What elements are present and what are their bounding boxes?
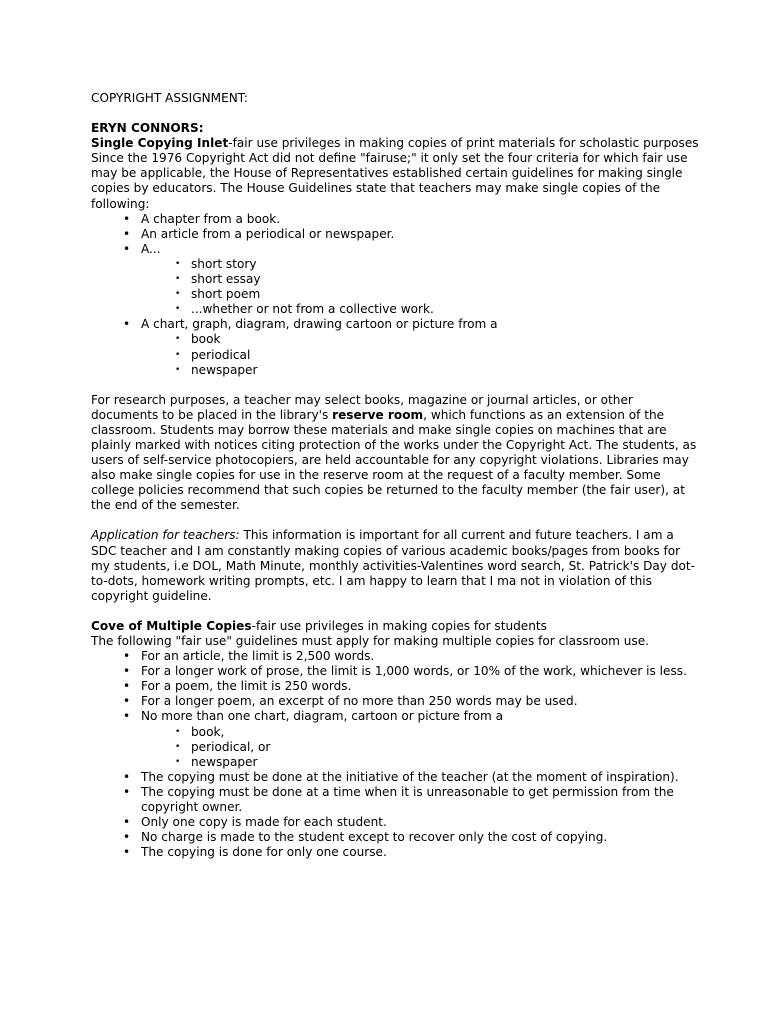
bullet-icon: •: [123, 815, 131, 830]
document-title: COPYRIGHT ASSIGNMENT:: [91, 91, 248, 105]
bullet-icon: •: [123, 317, 131, 332]
list-item: [91, 830, 701, 845]
bullet-icon: •: [123, 694, 131, 709]
list-item-text: For an article, the limit is 2,500 words.: [141, 649, 375, 664]
sub-list-item-text: book,: [191, 724, 225, 739]
list-item: [91, 815, 701, 830]
list-item: [91, 770, 701, 785]
sub-list-item-text: short poem: [191, 287, 261, 302]
sub-list-item: [91, 332, 701, 347]
bullet-icon: •: [123, 649, 131, 664]
bullet-icon: •: [123, 679, 131, 694]
list-item: [91, 227, 701, 242]
multiple-copies-intro: The following "fair use" guidelines must apply for making multiple copies for classroom use.: [91, 634, 650, 648]
sub-list-item: [91, 755, 701, 770]
sub-list-item: [91, 725, 701, 740]
sub-list-item-text: short story: [191, 256, 257, 271]
single-copying-heading-rest: -fair use privileges in making copies of print materials for scholastic purposes: [228, 136, 699, 151]
research-paragraph: [91, 393, 701, 514]
list-item: [91, 664, 701, 679]
multiple-copies-list: [91, 649, 701, 860]
multiple-copies-heading-bold: Cove of Multiple Copies: [91, 618, 252, 633]
bullet-icon: •: [123, 664, 131, 679]
small-bullet-icon: •: [175, 364, 181, 375]
bullet-icon: •: [123, 845, 131, 860]
single-copying-heading: [91, 136, 701, 151]
bullet-icon: •: [123, 226, 131, 241]
sub-list: [91, 725, 701, 770]
list-item-text: A...: [141, 241, 161, 256]
bullet-icon: •: [123, 830, 131, 845]
list-item: [91, 317, 701, 332]
list-item: [91, 845, 701, 860]
list-item: [91, 694, 701, 709]
application-paragraph: [91, 528, 701, 603]
sub-list-item-text: ...whether or not from a collective work.: [191, 302, 434, 317]
multiple-copies-heading-rest: -fair use privileges in making copies for students: [251, 618, 547, 633]
list-item-text: For a longer poem, an excerpt of no more than 250 words may be used.: [141, 694, 578, 709]
list-item: [91, 649, 701, 664]
small-bullet-icon: •: [175, 334, 181, 345]
small-bullet-icon: •: [175, 756, 181, 767]
list-item-text: The copying must be done at a time when it is unreasonable to get permission from the copyright owner.: [141, 784, 674, 815]
sub-list-item: [91, 348, 701, 363]
small-bullet-icon: •: [175, 258, 181, 269]
sub-list: [91, 332, 701, 377]
single-copying-intro: Since the 1976 Copyright Act did not define "fairuse;" it only set the four criteria for which fair use may be applicable, the House of Representatives established certain guidelines for making single copies by educators. The House Guidelines state that teachers may make single copies of the following:: [91, 151, 688, 211]
sub-list-item-text: periodical: [191, 347, 251, 362]
bullet-icon: •: [123, 784, 131, 799]
list-item: [91, 242, 701, 257]
small-bullet-icon: •: [175, 274, 181, 285]
sub-list-item: [91, 363, 701, 378]
bullet-icon: •: [123, 241, 131, 256]
bullet-icon: •: [123, 709, 131, 724]
list-item-text: The copying must be done at the initiative of the teacher (at the moment of inspiration).: [141, 769, 679, 784]
list-item: [91, 679, 701, 694]
small-bullet-icon: •: [175, 304, 181, 315]
list-item-text: No charge is made to the student except to recover only the cost of copying.: [141, 830, 608, 845]
sub-list-item-text: short essay: [191, 272, 261, 287]
sub-list-item: [91, 257, 701, 272]
list-item-text: A chart, graph, diagram, drawing cartoon or picture from a: [141, 317, 498, 332]
application-label: Application for teachers:: [91, 528, 240, 543]
research-text-after: , which functions as an extension of the classroom. Students may borrow these materials and make single copies on machines that are plainly marked with notices citing protection of the works under the Copyright Act. The students, as users of self-service photocopiers, are held accountable for any copyright violations. Libraries may also make single copies for use in the reserve room at the request of a faculty member. Some college policies recommend that such copies be returned to the faculty member (the fair user), at the end of the semester.: [91, 407, 697, 513]
sub-list-item-text: newspaper: [191, 362, 258, 377]
application-text: This information is important for all current and future teachers. I am a SDC teacher and I am constantly making copies of various academic books/pages from books for my students, i.e DOL, Math Minute, monthly activities-Valentines word search, St. Patrick's Day dot-to-dots, homework writing prompts, etc. I am happy to learn that I ma not in violation of this copyright guideline.: [91, 528, 695, 603]
list-item: [91, 709, 701, 724]
list-item-text: No more than one chart, diagram, cartoon or picture from a: [141, 709, 504, 724]
list-item: [91, 785, 701, 815]
sub-list-item: [91, 302, 701, 317]
list-item-text: For a poem, the limit is 250 words.: [141, 679, 352, 694]
single-copying-list: [91, 212, 701, 378]
small-bullet-icon: •: [175, 741, 181, 752]
document-content: [91, 91, 701, 860]
list-item-text: An article from a periodical or newspaper.: [141, 226, 395, 241]
sub-list-item: [91, 287, 701, 302]
author-name: ERYN CONNORS:: [91, 121, 204, 136]
sub-list-item-text: periodical, or: [191, 739, 271, 754]
list-item-text: For a longer work of prose, the limit is 1,000 words, or 10% of the work, whichever is less.: [141, 664, 687, 679]
research-text-before: For research purposes, a teacher may select books, magazine or journal articles, or other documents to be placed in the library's: [91, 392, 633, 422]
small-bullet-icon: •: [175, 289, 181, 300]
bullet-icon: •: [123, 211, 131, 226]
list-item-text: Only one copy is made for each student.: [141, 815, 387, 830]
small-bullet-icon: •: [175, 726, 181, 737]
bullet-icon: •: [123, 769, 131, 784]
single-copying-heading-bold: Single Copying Inlet: [91, 136, 229, 151]
sub-list-item-text: newspaper: [191, 754, 258, 769]
sub-list-item-text: book: [191, 332, 221, 347]
sub-list: [91, 257, 701, 317]
list-item-text: The copying is done for only one course.: [141, 845, 387, 860]
reserve-room-term: reserve room: [332, 407, 424, 422]
multiple-copies-heading: [91, 619, 701, 634]
list-item-text: A chapter from a book.: [141, 211, 281, 226]
sub-list-item: [91, 740, 701, 755]
list-item: [91, 212, 701, 227]
sub-list-item: [91, 272, 701, 287]
small-bullet-icon: •: [175, 349, 181, 360]
